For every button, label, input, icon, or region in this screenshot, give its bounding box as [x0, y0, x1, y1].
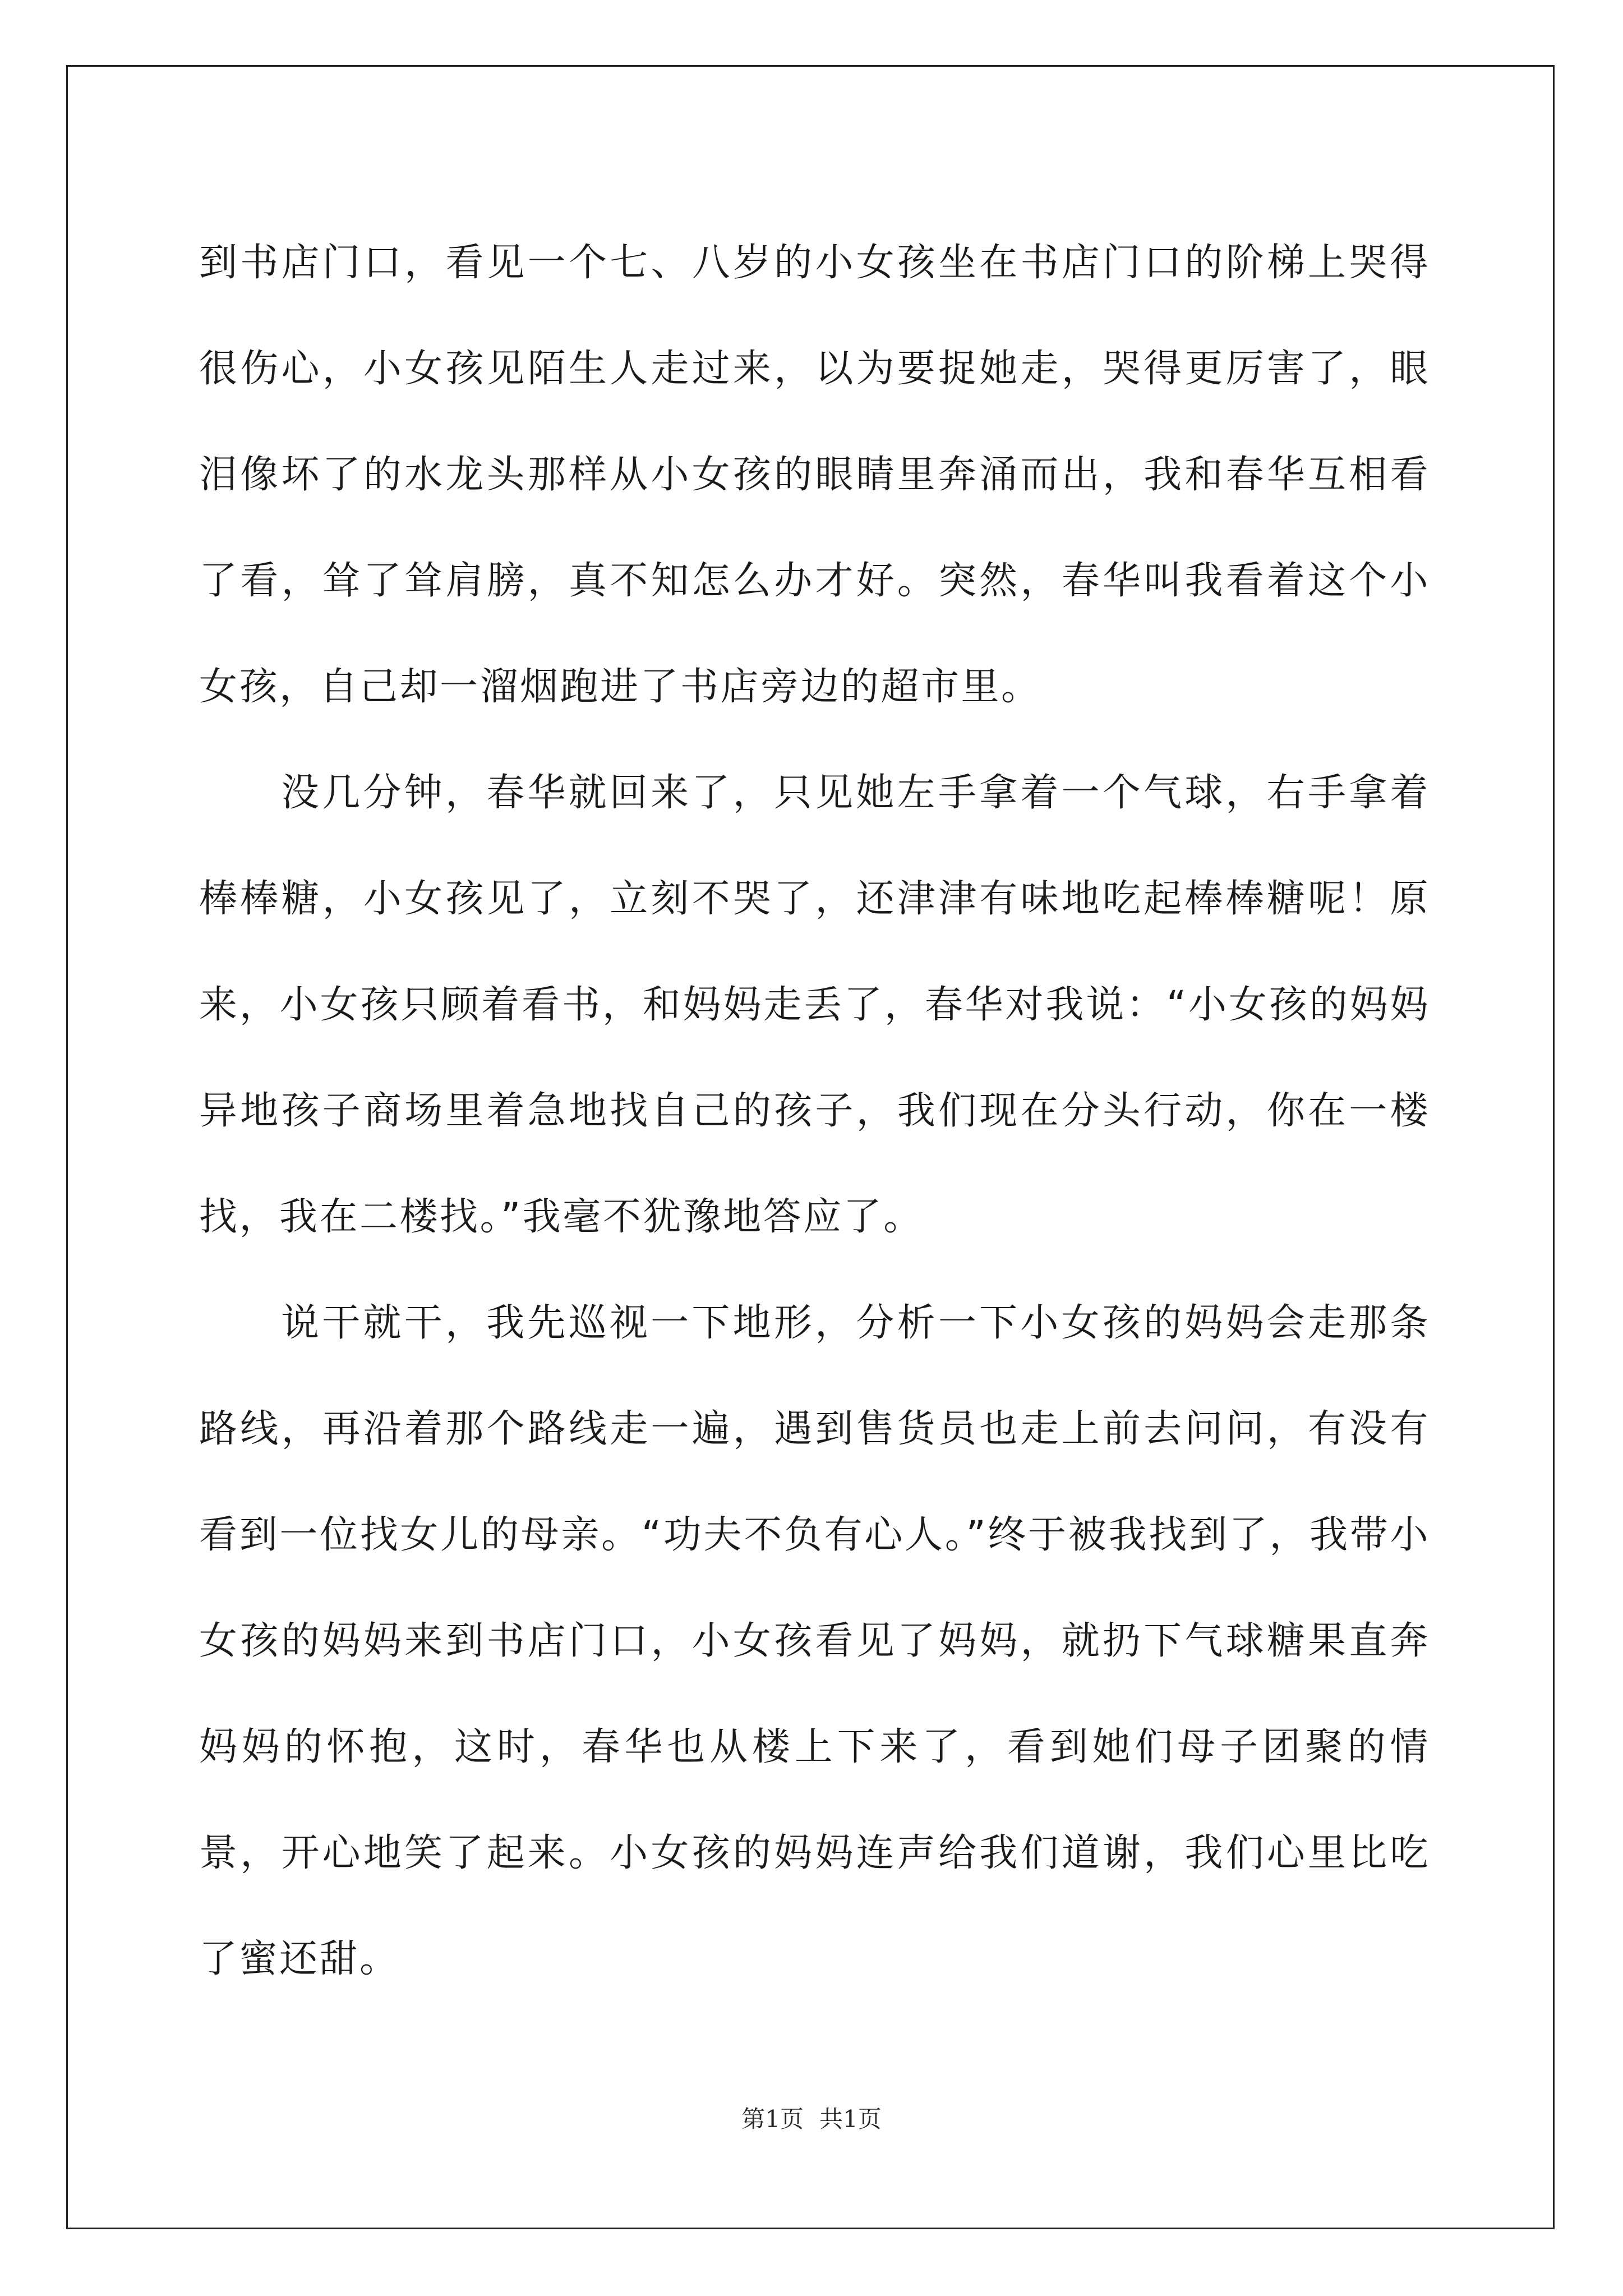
page-number: 第1页 [741, 2105, 804, 2133]
document-body [199, 210, 1430, 2012]
paragraph-3: 说干就干，我先巡视一下地形，分析一下小女孩的妈妈会走那条路线，再沿着那个路线走一遍，遇到售货员也走上前去问问，有没有看到一位找女儿的母亲。“功夫不负有心人。”终于被我找到了，我带小女孩的妈妈来到书店门口，小女孩看见了妈妈，就扔下气球糖果直奔妈妈的怀抱，这时，春华也从楼上下来了，看到她们母子团聚的情景，开心地笑了起来。小女孩的妈妈连声给我们道谢，我们心里比吃了蜜还甜。 [199, 1301, 1430, 1981]
paragraph-2: 没几分钟，春华就回来了，只见她左手拿着一个气球，右手拿着棒棒糖，小女孩见了，立刻不哭了，还津津有味地吃起棒棒糖呢！原来，小女孩只顾着看书，和妈妈走丢了，春华对我说：“小女孩的妈妈异地孩子商场里着急地找自己的孩子，我们现在分头行动，你在一楼找，我在二楼找。”我毫不犹豫地答应了。 [199, 771, 1430, 1239]
paragraph-1: 到书店门口，看见一个七、八岁的小女孩坐在书店门口的阶梯上哭得很伤心，小女孩见陌生人走过来，以为要捉她走，哭得更厉害了，眼泪像坏了的水龙头那样从小女孩的眼睛里奔涌而出，我和春华互相看了看，耸了耸肩膀，真不知怎么办才好。突然，春华叫我看着这个小女孩，自己却一溜烟跑进了书店旁边的超市里。 [199, 241, 1430, 709]
page-total: 共1页 [819, 2105, 882, 2133]
page-footer [0, 2101, 1623, 2134]
